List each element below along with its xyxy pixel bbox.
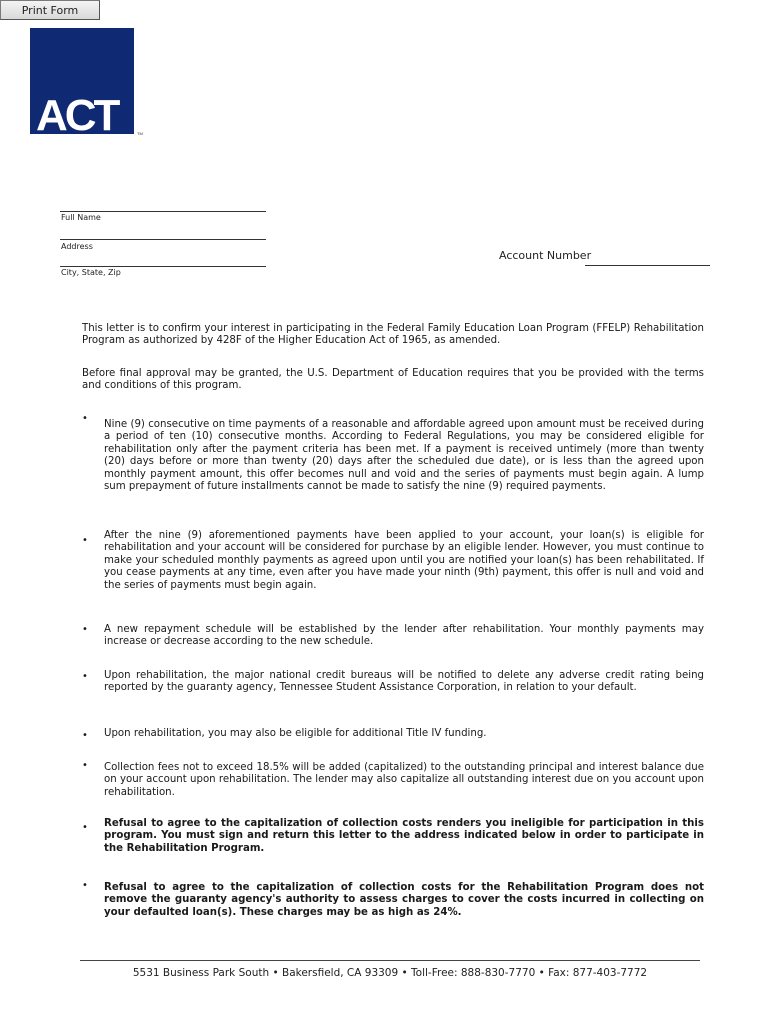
- bullet-item-3: A new repayment schedule will be established by the lender after rehabilitation. Your monthly payments may increase or decrease according to the new schedule.: [104, 624, 704, 648]
- bullet-item-2: After the nine (9) aforementioned payments have been applied to your account, your loan(s) is eligible for rehabilitation and your account will be considered for purchase by an eligible lender. However, you must continue to make your scheduled monthly payments as agreed upon until you are notified your loan(s) has been rehabilitated. If you cease payments at any time, even after you have made your ninth (9th) payment, this offer is null and void and the series of payments must begin again.: [104, 530, 704, 591]
- bullet-marker: •: [82, 730, 88, 741]
- full-name-label: Full Name: [61, 213, 101, 222]
- print-form-button[interactable]: Print Form: [0, 0, 100, 20]
- bullet-item-7: Refusal to agree to the capitalization of collection costs renders you ineligible for participation in this program. You must sign and return this letter to the address indicated below in order to participate in the Rehabilitation Program.: [104, 818, 704, 854]
- bullet-marker: •: [82, 413, 88, 424]
- bullet-item-1: Nine (9) consecutive on time payments of a reasonable and affordable agreed upon amount must be received during a period of ten (10) consecutive months. According to Federal Regulations, you may be considered eligible for rehabilitation only after the payment criteria has been met. If a payment is received untimely (more than twenty (20) days before or more than twenty (20) days after the scheduled due date), or is less than the agreed upon monthly payment amount, this offer becomes null and void and the series of payments must begin again. A lump sum prepayment of future installments cannot be made to satisfy the nine (9) required payments.: [104, 419, 704, 493]
- address-label: Address: [61, 242, 93, 251]
- bullet-marker: •: [82, 760, 88, 771]
- footer-divider: [80, 960, 700, 961]
- bullet-marker: •: [82, 624, 88, 635]
- bullet-marker: •: [82, 822, 88, 833]
- account-number-label: Account Number: [499, 249, 592, 262]
- account-number-line[interactable]: [585, 265, 710, 266]
- footer-address: 5531 Business Park South • Bakersfield, CA 93309 • Toll-Free: 888-830-7770 • Fax: 877-403-7772: [132, 967, 648, 979]
- bullet-item-5: Upon rehabilitation, you may also be eligible for additional Title IV funding.: [104, 728, 487, 739]
- act-logo: [30, 28, 134, 140]
- bullet-marker: •: [82, 535, 88, 546]
- bullet-item-4: Upon rehabilitation, the major national credit bureaus will be notified to delete any adverse credit rating being reported by the guaranty agency, Tennessee Student Assistance Corporation, in relation to your default.: [104, 670, 704, 694]
- bullet-marker: •: [82, 880, 88, 891]
- city-state-zip-line[interactable]: [60, 266, 266, 267]
- bullet-item-6: Collection fees not to exceed 18.5% will be added (capitalized) to the outstanding principal and interest balance due on your account upon rehabilitation. The lender may also capitalize all outstanding interest due on you account upon rehabilitation.: [104, 762, 704, 798]
- trademark-mark: TM: [137, 131, 143, 136]
- address-line[interactable]: [60, 239, 266, 240]
- bullet-marker: •: [82, 671, 88, 682]
- intro-paragraph-2: Before final approval may be granted, the U.S. Department of Education requires that you be provided with the terms and conditions of this program.: [82, 368, 704, 392]
- intro-paragraph-1: This letter is to confirm your interest in participating in the Federal Family Education Loan Program (FFELP) Rehabilitation Program as authorized by 428F of the Higher Education Act of 1965, as amended.: [82, 323, 704, 347]
- city-state-zip-label: City, State, Zip: [61, 268, 121, 277]
- full-name-line[interactable]: [60, 211, 266, 212]
- bullet-item-8: Refusal to agree to the capitalization of collection costs for the Rehabilitation Program does not remove the guaranty agency's authority to assess charges to cover the costs incurred in collecting on your defaulted loan(s). These charges may be as high as 24%.: [104, 882, 704, 918]
- logo-text: ACT: [36, 91, 118, 140]
